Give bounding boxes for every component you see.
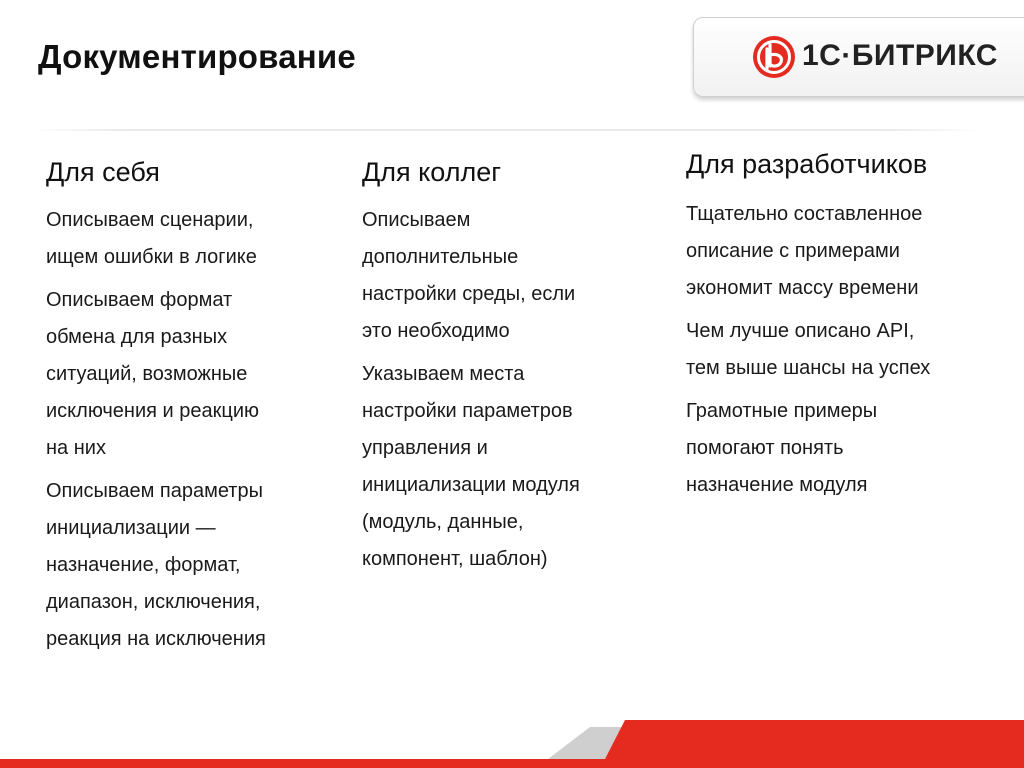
text-line: настройки параметров [362, 400, 573, 423]
text-line: ищем ошибки в логике [46, 246, 257, 269]
text-line: назначение, формат, [46, 554, 241, 577]
paragraph [686, 196, 986, 307]
text-line: на них [46, 437, 106, 460]
text-line: (модуль, данные, [362, 511, 524, 534]
paragraph [686, 313, 986, 387]
bitrix-logo-icon [752, 35, 796, 79]
text-line: Описываем сценарии, [46, 209, 254, 232]
text-line: Грамотные примеры [686, 400, 878, 423]
text-line: инициализации — [46, 517, 216, 540]
column-heading: Для себя [46, 157, 160, 187]
text-line: компонент, шаблон) [362, 548, 548, 571]
column-heading: Для разработчиков [686, 149, 928, 179]
column-heading: Для коллег [362, 157, 502, 187]
paragraph [46, 282, 346, 467]
text-line: диапазон, исключения, [46, 591, 261, 614]
text-line: Описываем параметры [46, 480, 263, 503]
column-for-self [46, 156, 346, 664]
logo-panel [693, 17, 1024, 97]
text-line: помогают понять [686, 437, 844, 460]
logo-text: 1С·БИТРИКС [802, 39, 998, 72]
paragraph [46, 202, 346, 276]
text-line: управления и [362, 437, 488, 460]
paragraph [686, 393, 986, 504]
page-title: Документирование [38, 38, 356, 75]
text-line: обмена для разных [46, 326, 228, 349]
paragraph [362, 356, 662, 578]
paragraph [362, 202, 662, 350]
footer-decoration [0, 715, 1024, 768]
text-line: назначение модуля [686, 474, 868, 497]
text-line: реакция на исключения [46, 628, 266, 651]
column-for-developers [686, 148, 986, 510]
column-for-colleagues [362, 156, 662, 584]
paragraph [46, 473, 346, 658]
text-line: Указываем места [362, 363, 525, 386]
text-line: Чем лучше описано API, [686, 320, 915, 343]
text-line: исключения и реакцию [46, 400, 259, 423]
text-line: Тщательно составленное [686, 203, 923, 226]
text-line: тем выше шансы на успех [686, 357, 931, 380]
text-line: описание с примерами [686, 240, 900, 263]
text-line: это необходимо [362, 320, 510, 343]
text-line: настройки среды, если [362, 283, 576, 306]
divider [30, 129, 980, 131]
text-line: инициализации модуля [362, 474, 580, 497]
text-line: экономит массу времени [686, 277, 919, 300]
text-line: Описываем [362, 209, 471, 232]
text-line: Описываем формат [46, 289, 233, 312]
text-line: ситуаций, возможные [46, 363, 248, 386]
text-line: дополнительные [362, 246, 519, 269]
